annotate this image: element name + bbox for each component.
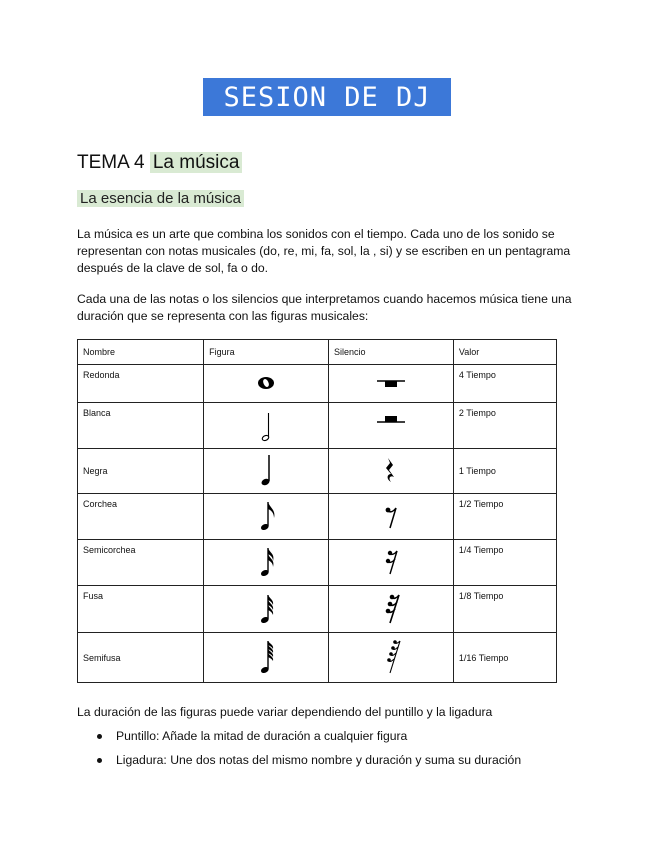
section-heading-prefix: TEMA 4 bbox=[77, 152, 150, 173]
row-value: 4 Tiempo bbox=[458, 370, 496, 380]
rest-cell bbox=[328, 586, 453, 633]
figure-cell bbox=[204, 633, 329, 683]
subheading-text: La esencia de la música bbox=[77, 190, 244, 207]
page-title: SESION DE DJ bbox=[223, 81, 431, 113]
header-cell-valor: Valor bbox=[453, 340, 556, 365]
row-value: 2 Tiempo bbox=[458, 408, 496, 418]
row-value-cell bbox=[453, 586, 556, 633]
header-cell-nombre: Nombre bbox=[78, 340, 204, 365]
intro-paragraph: La música es un arte que combina los sonidos con el tiempo. Cada uno de los sonido se representan con notas musicales (do, re, mi, fa, sol, la , si) y se escriben en un pentagrama después de la clave de sol, fa o do. bbox=[77, 227, 571, 275]
duration-note-paragraph: La duración de las figuras puede variar dependiendo del puntillo y la ligadura bbox=[77, 705, 493, 719]
row-value-cell bbox=[453, 540, 556, 586]
row-name: Fusa bbox=[83, 591, 104, 601]
figure-cell bbox=[204, 494, 329, 540]
row-name: Corchea bbox=[83, 499, 118, 509]
row-value: 1/2 Tiempo bbox=[458, 499, 504, 509]
rest-cell bbox=[328, 403, 453, 449]
bullet-icon bbox=[97, 758, 102, 763]
modifiers-list bbox=[97, 727, 521, 775]
thirty-second-rest-icon bbox=[371, 589, 411, 629]
rest-cell bbox=[328, 494, 453, 540]
row-name-cell bbox=[78, 586, 204, 633]
row-name: Blanca bbox=[83, 408, 111, 418]
row-value-cell bbox=[453, 365, 556, 403]
list-item-text: Puntillo: Añade la mitad de duración a cualquier figura bbox=[116, 729, 408, 743]
bullet-icon bbox=[97, 734, 102, 739]
rest-cell bbox=[328, 365, 453, 403]
header-cell-figura: Figura bbox=[204, 340, 329, 365]
table-row bbox=[78, 633, 557, 683]
row-value-cell bbox=[453, 403, 556, 449]
quarter-note-icon bbox=[246, 451, 286, 491]
figures-paragraph: Cada una de las notas o los silencios que interpretamos cuando hacemos música tiene una duración que se representa con las figuras musicales: bbox=[77, 292, 572, 323]
page-title-banner bbox=[203, 78, 451, 116]
row-name-cell bbox=[78, 540, 204, 586]
row-name-cell bbox=[78, 494, 204, 540]
header-cell-silencio: Silencio bbox=[328, 340, 453, 365]
row-name-cell bbox=[78, 633, 204, 683]
note-values-table bbox=[77, 339, 557, 683]
row-name-cell bbox=[78, 449, 204, 494]
list-item bbox=[97, 727, 521, 751]
table-row bbox=[78, 365, 557, 403]
sixteenth-note-icon bbox=[246, 542, 286, 582]
half-note-icon bbox=[246, 405, 286, 445]
row-value-cell bbox=[453, 449, 556, 494]
eighth-rest-icon bbox=[371, 496, 411, 536]
subheading bbox=[77, 190, 244, 207]
row-name: Semifusa bbox=[83, 652, 121, 663]
figure-cell bbox=[204, 586, 329, 633]
row-value-cell bbox=[453, 633, 556, 683]
table-row bbox=[78, 586, 557, 633]
row-value: 1/4 Tiempo bbox=[458, 545, 504, 555]
quarter-rest-icon bbox=[371, 451, 411, 491]
row-name: Negra bbox=[83, 466, 108, 476]
whole-rest-icon bbox=[371, 368, 411, 398]
row-name: Semicorchea bbox=[83, 545, 136, 555]
section-heading-highlight: La música bbox=[150, 152, 243, 173]
row-value-cell bbox=[453, 494, 556, 540]
list-item bbox=[97, 751, 521, 775]
sixty-fourth-note-icon bbox=[246, 635, 286, 679]
figure-cell bbox=[204, 540, 329, 586]
figure-cell bbox=[204, 449, 329, 494]
sixty-fourth-rest-icon bbox=[371, 635, 411, 679]
rest-cell bbox=[328, 633, 453, 683]
section-heading bbox=[77, 152, 242, 174]
figure-cell bbox=[204, 403, 329, 449]
rest-cell bbox=[328, 449, 453, 494]
figure-cell bbox=[204, 365, 329, 403]
rest-cell bbox=[328, 540, 453, 586]
half-rest-icon bbox=[371, 410, 411, 440]
thirty-second-note-icon bbox=[246, 589, 286, 629]
table-row bbox=[78, 494, 557, 540]
sixteenth-rest-icon bbox=[371, 542, 411, 582]
table-row bbox=[78, 403, 557, 449]
row-value: 1/8 Tiempo bbox=[458, 591, 504, 601]
table-row bbox=[78, 449, 557, 494]
row-name-cell bbox=[78, 365, 204, 403]
whole-note-icon bbox=[246, 368, 286, 398]
row-value: 1 Tiempo bbox=[458, 466, 496, 476]
table-header-row bbox=[78, 340, 557, 365]
row-value: 1/16 Tiempo bbox=[458, 652, 509, 663]
eighth-note-icon bbox=[246, 496, 286, 536]
row-name-cell bbox=[78, 403, 204, 449]
row-name: Redonda bbox=[83, 370, 120, 380]
table-row bbox=[78, 540, 557, 586]
list-item-text: Ligadura: Une dos notas del mismo nombre y duración y suma su duración bbox=[116, 753, 522, 767]
